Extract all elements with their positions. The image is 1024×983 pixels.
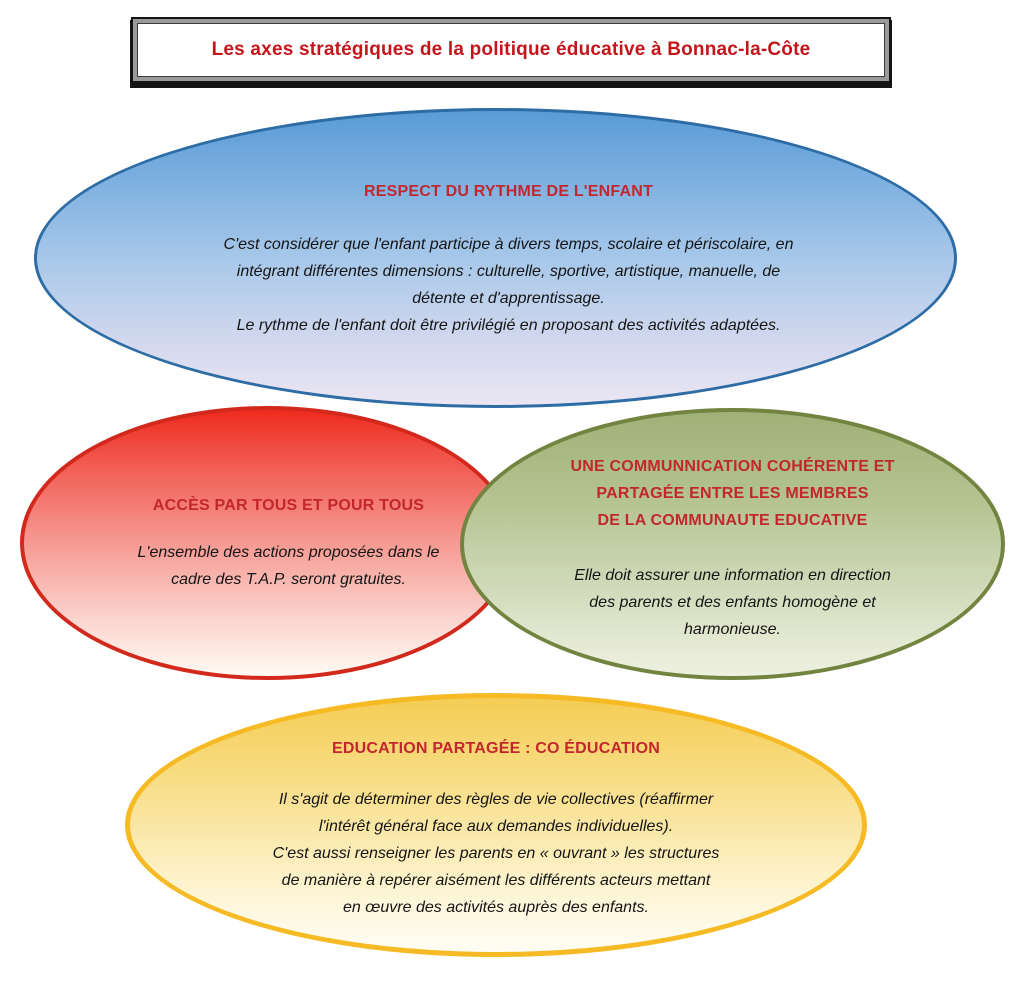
title-box-inner bbox=[137, 23, 885, 77]
body-line: Elle doit assurer une information en direction bbox=[574, 567, 891, 584]
header-line: PARTAGÉE ENTRE LES MEMBRES bbox=[596, 485, 869, 502]
body-line: de manière à repérer aisément les différents acteurs mettant bbox=[281, 872, 711, 889]
body-line: C'est considérer que l'enfant participe à divers temps, scolaire et périscolaire, en bbox=[223, 236, 794, 253]
ellipse-acces-pour-tous bbox=[20, 406, 515, 680]
body-line: intégrant différentes dimensions : culturelle, sportive, artistique, manuelle, de bbox=[236, 263, 781, 280]
body-line: l'intérêt général face aux demandes individuelles). bbox=[318, 818, 674, 835]
ellipse-education-header: EDUCATION PARTAGÉE : CO ÉDUCATION bbox=[331, 740, 661, 757]
body-line: cadre des T.A.P. seront gratuites. bbox=[171, 571, 406, 588]
ellipse-acces-header: ACCÈS PAR TOUS ET POUR TOUS bbox=[152, 497, 425, 514]
body-line: harmonieuse. bbox=[684, 621, 781, 638]
ellipse-respect-header: RESPECT DU RYTHME DE L'ENFANT bbox=[363, 183, 654, 200]
body-line: Le rythme de l'enfant doit être privilégié en proposant des activités adaptées. bbox=[236, 317, 781, 334]
ellipse-education-partagee bbox=[125, 693, 867, 957]
body-line: des parents et des enfants homogène et bbox=[589, 594, 876, 611]
header-line: DE LA COMMUNAUTE EDUCATIVE bbox=[597, 512, 868, 529]
body-line: Il s'agit de déterminer des règles de vie collectives (réaffirmer bbox=[278, 791, 714, 808]
ellipse-respect-du-rythme bbox=[34, 108, 957, 408]
title-box bbox=[131, 17, 891, 83]
header-line: UNE COMMUNNICATION COHÉRENTE ET bbox=[570, 458, 895, 475]
ellipse-respect-body bbox=[224, 231, 794, 339]
ellipse-communication-body bbox=[574, 562, 891, 643]
ellipse-education-body bbox=[273, 786, 720, 921]
body-line: C'est aussi renseigner les parents en « ouvrant » les structures bbox=[272, 845, 720, 862]
page-title: Les axes stratégiques de la politique éducative à Bonnac-la-Côte bbox=[211, 39, 811, 60]
ellipse-communication bbox=[460, 408, 1005, 680]
body-line: en œuvre des activités auprès des enfants. bbox=[343, 899, 649, 916]
body-line: détente et d'apprentissage. bbox=[412, 290, 605, 307]
ellipse-acces-body bbox=[138, 539, 440, 593]
body-line: L'ensemble des actions proposées dans le bbox=[137, 544, 440, 561]
ellipse-communication-header bbox=[570, 453, 894, 534]
